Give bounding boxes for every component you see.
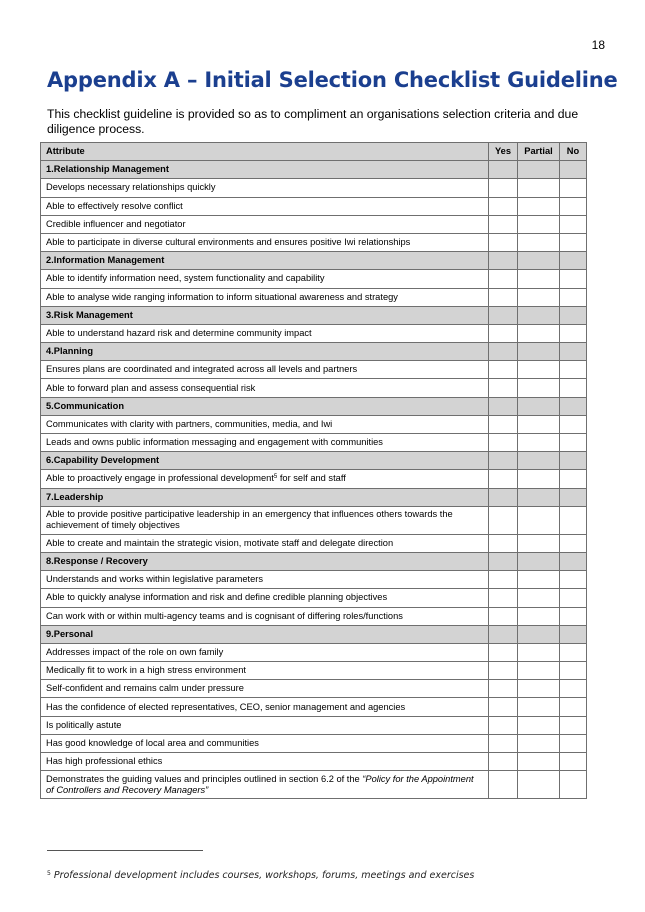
yes-checkbox-cell[interactable] [489,589,518,607]
no-checkbox-cell [560,397,587,415]
no-checkbox-cell [560,306,587,324]
attribute-cell [41,179,489,197]
no-checkbox-cell [560,252,587,270]
checklist-table [40,142,587,799]
section-heading [41,452,489,470]
partial-checkbox-cell[interactable] [518,415,560,433]
no-checkbox-cell[interactable] [560,643,587,661]
intro-paragraph: This checklist guideline is provided so as to compliment an organisations selection criteria and due diligence process. [47,107,579,136]
attribute-text: 2.Information Management [46,255,165,266]
attribute-text: 1.Relationship Management [46,164,169,175]
yes-checkbox-cell [489,252,518,270]
no-checkbox-cell [560,343,587,361]
no-checkbox-cell[interactable] [560,571,587,589]
partial-checkbox-cell[interactable] [518,324,560,342]
attribute-cell [41,734,489,752]
partial-checkbox-cell [518,252,560,270]
footnote-text: Professional development includes courses, workshops, forums, meetings and exercises [53,870,475,881]
attribute-text: Has the confidence of elected representatives, CEO, senior management and agencies [46,701,406,712]
section-heading [41,161,489,179]
attribute-cell [41,470,489,488]
attribute-text: Has high professional ethics [46,756,163,767]
attribute-text: Able to understand hazard risk and determine community impact [46,327,312,338]
attribute-text: Communicates with clarity with partners, communities, media, and Iwi [46,418,333,429]
yes-checkbox-cell[interactable] [489,716,518,734]
attribute-text: Has good knowledge of local area and communities [46,737,259,748]
no-checkbox-cell[interactable] [560,607,587,625]
section-heading [41,488,489,506]
no-checkbox-cell[interactable] [560,288,587,306]
yes-checkbox-cell [489,552,518,570]
yes-checkbox-cell[interactable] [489,288,518,306]
attribute-text: Self-confident and remains calm under pressure [46,683,244,694]
attribute-text: Able to forward plan and assess consequential risk [46,382,256,393]
no-checkbox-cell[interactable] [560,534,587,552]
table-row [41,771,587,799]
attribute-cell [41,270,489,288]
header-partial: Partial [518,143,560,161]
section-row [41,161,587,179]
partial-checkbox-cell [518,397,560,415]
attribute-cell [41,379,489,397]
attribute-text: 4.Planning [46,346,94,357]
no-checkbox-cell[interactable] [560,324,587,342]
attribute-cell [41,771,489,799]
no-checkbox-cell [560,488,587,506]
section-heading [41,397,489,415]
yes-checkbox-cell[interactable] [489,534,518,552]
table-row [41,179,587,197]
attribute-text: 8.Response / Recovery [46,556,148,567]
partial-checkbox-cell[interactable] [518,288,560,306]
partial-checkbox-cell [518,552,560,570]
attribute-cell [41,197,489,215]
table-row [41,571,587,589]
yes-checkbox-cell [489,306,518,324]
attribute-cell [41,680,489,698]
partial-checkbox-cell [518,306,560,324]
attribute-cell [41,233,489,251]
partial-checkbox-cell[interactable] [518,571,560,589]
partial-checkbox-cell[interactable] [518,506,560,534]
attribute-cell [41,607,489,625]
attribute-cell [41,434,489,452]
partial-checkbox-cell [518,343,560,361]
yes-checkbox-cell[interactable] [489,434,518,452]
yes-checkbox-cell[interactable] [489,771,518,799]
attribute-cell [41,662,489,680]
table-row [41,753,587,771]
no-checkbox-cell[interactable] [560,379,587,397]
attribute-text: Able to effectively resolve conflict [46,200,183,211]
footnote-reference: 5 [273,474,278,481]
partial-checkbox-cell[interactable] [518,753,560,771]
table-row [41,215,587,233]
attribute-cell [41,324,489,342]
no-checkbox-cell[interactable] [560,716,587,734]
partial-checkbox-cell[interactable] [518,361,560,379]
yes-checkbox-cell[interactable] [489,379,518,397]
partial-checkbox-cell[interactable] [518,179,560,197]
section-row [41,452,587,470]
yes-checkbox-cell[interactable] [489,361,518,379]
footnote-divider [47,850,203,851]
yes-checkbox-cell[interactable] [489,215,518,233]
footnote-mark: 5 [47,870,51,877]
no-checkbox-cell[interactable] [560,662,587,680]
attribute-cell [41,215,489,233]
attribute-text: Ensures plans are coordinated and integrated across all levels and partners [46,364,358,375]
section-row [41,397,587,415]
no-checkbox-cell[interactable] [560,434,587,452]
table-row [41,716,587,734]
partial-checkbox-cell[interactable] [518,197,560,215]
header-no: No [560,143,587,161]
attribute-text: Credible influencer and negotiator [46,218,186,229]
section-row [41,343,587,361]
attribute-cell [41,571,489,589]
no-checkbox-cell[interactable] [560,415,587,433]
no-checkbox-cell[interactable] [560,589,587,607]
no-checkbox-cell[interactable] [560,197,587,215]
table-row [41,698,587,716]
attribute-text: Able to create and maintain the strategic vision, motivate staff and delegate direction [46,537,394,548]
no-checkbox-cell[interactable] [560,698,587,716]
table-header-row [41,143,587,161]
table-row [41,361,587,379]
yes-checkbox-cell [489,488,518,506]
attribute-cell [41,361,489,379]
attribute-text: 7.Leadership [46,491,104,502]
checklist-rows [41,161,587,799]
yes-checkbox-cell[interactable] [489,270,518,288]
no-checkbox-cell[interactable] [560,179,587,197]
attribute-cell [41,698,489,716]
yes-checkbox-cell [489,343,518,361]
yes-checkbox-cell[interactable] [489,643,518,661]
header-yes: Yes [489,143,518,161]
no-checkbox-cell[interactable] [560,771,587,799]
attribute-text: 3.Risk Management [46,309,133,320]
yes-checkbox-cell[interactable] [489,734,518,752]
attribute-text: Leads and owns public information messaging and engagement with communities [46,437,383,448]
section-heading [41,552,489,570]
attribute-text: 5.Communication [46,400,124,411]
no-checkbox-cell [560,452,587,470]
attribute-cell [41,753,489,771]
partial-checkbox-cell [518,161,560,179]
partial-checkbox-cell[interactable] [518,680,560,698]
yes-checkbox-cell[interactable] [489,662,518,680]
yes-checkbox-cell[interactable] [489,324,518,342]
attribute-text: Able to participate in diverse cultural environments and ensures positive Iwi relationships [46,237,411,248]
yes-checkbox-cell [489,397,518,415]
partial-checkbox-cell[interactable] [518,607,560,625]
table-row [41,470,587,488]
table-row [41,233,587,251]
yes-checkbox-cell[interactable] [489,680,518,698]
partial-checkbox-cell[interactable] [518,434,560,452]
no-checkbox-cell[interactable] [560,470,587,488]
attribute-cell [41,643,489,661]
section-row [41,552,587,570]
section-row [41,488,587,506]
no-checkbox-cell[interactable] [560,680,587,698]
attribute-text: Medically fit to work in a high stress environment [46,665,246,676]
yes-checkbox-cell[interactable] [489,233,518,251]
section-heading [41,306,489,324]
attribute-text: Able to analyse wide ranging information to inform situational awareness and strategy [46,291,398,302]
attribute-text: Demonstrates the guiding values and principles outlined in section 6.2 of the [46,773,363,784]
yes-checkbox-cell [489,625,518,643]
attribute-cell [41,288,489,306]
yes-checkbox-cell [489,452,518,470]
no-checkbox-cell[interactable] [560,506,587,534]
partial-checkbox-cell [518,625,560,643]
yes-checkbox-cell[interactable] [489,571,518,589]
attribute-text: Is politically astute [46,719,122,730]
section-row [41,306,587,324]
partial-checkbox-cell[interactable] [518,716,560,734]
table-row [41,662,587,680]
table-row [41,379,587,397]
table-row [41,434,587,452]
partial-checkbox-cell[interactable] [518,734,560,752]
section-row [41,625,587,643]
section-heading [41,343,489,361]
yes-checkbox-cell[interactable] [489,179,518,197]
no-checkbox-cell[interactable] [560,233,587,251]
section-row [41,252,587,270]
policy-title: “Policy for the Appointment of Controllers and Recovery Managers” [46,773,474,795]
table-row [41,270,587,288]
table-row [41,197,587,215]
no-checkbox-cell [560,625,587,643]
section-heading [41,625,489,643]
table-row [41,506,587,534]
attribute-cell [41,589,489,607]
table-row [41,324,587,342]
partial-checkbox-cell[interactable] [518,270,560,288]
yes-checkbox-cell[interactable] [489,470,518,488]
attribute-text: Able to quickly analyse information and risk and define credible planning objectives [46,592,388,603]
attribute-text: 9.Personal [46,628,94,639]
partial-checkbox-cell[interactable] [518,215,560,233]
attribute-text: Able to provide positive participative leadership in an emergency that influences others towards the achievement of timely objectives [46,509,453,531]
partial-checkbox-cell[interactable] [518,589,560,607]
table-row [41,680,587,698]
partial-checkbox-cell[interactable] [518,233,560,251]
partial-checkbox-cell[interactable] [518,662,560,680]
partial-checkbox-cell[interactable] [518,379,560,397]
yes-checkbox-cell[interactable] [489,197,518,215]
partial-checkbox-cell[interactable] [518,771,560,799]
no-checkbox-cell[interactable] [560,753,587,771]
attribute-text-continued: for self and staff [277,473,346,484]
page-number: 18 [591,38,605,52]
attribute-text: Can work with or within multi-agency teams and is cognisant of differing roles/functions [46,610,403,621]
yes-checkbox-cell[interactable] [489,698,518,716]
yes-checkbox-cell[interactable] [489,415,518,433]
table-row [41,589,587,607]
no-checkbox-cell [560,552,587,570]
partial-checkbox-cell [518,488,560,506]
no-checkbox-cell [560,161,587,179]
yes-checkbox-cell[interactable] [489,607,518,625]
section-heading [41,252,489,270]
attribute-cell [41,716,489,734]
attribute-text: Addresses impact of the role on own family [46,646,224,657]
yes-checkbox-cell [489,161,518,179]
table-row [41,607,587,625]
attribute-cell [41,534,489,552]
table-row [41,415,587,433]
attribute-text: Understands and works within legislative parameters [46,574,264,585]
partial-checkbox-cell[interactable] [518,534,560,552]
table-row [41,643,587,661]
attribute-text: Able to identify information need, system functionality and capability [46,273,325,284]
attribute-text: 6.Capability Development [46,455,160,466]
partial-checkbox-cell[interactable] [518,470,560,488]
table-row [41,288,587,306]
attribute-cell [41,415,489,433]
no-checkbox-cell[interactable] [560,361,587,379]
attribute-text: Able to proactively engage in professional development [46,473,274,484]
header-attribute: Attribute [41,143,489,161]
partial-checkbox-cell [518,452,560,470]
yes-checkbox-cell[interactable] [489,753,518,771]
table-row [41,534,587,552]
footnote [47,870,474,881]
attribute-cell [41,506,489,534]
partial-checkbox-cell[interactable] [518,698,560,716]
no-checkbox-cell[interactable] [560,270,587,288]
page-title: Appendix A – Initial Selection Checklist Guideline [47,68,618,92]
no-checkbox-cell[interactable] [560,734,587,752]
partial-checkbox-cell[interactable] [518,643,560,661]
attribute-text: Develops necessary relationships quickly [46,182,216,193]
no-checkbox-cell[interactable] [560,215,587,233]
table-row [41,734,587,752]
yes-checkbox-cell[interactable] [489,506,518,534]
